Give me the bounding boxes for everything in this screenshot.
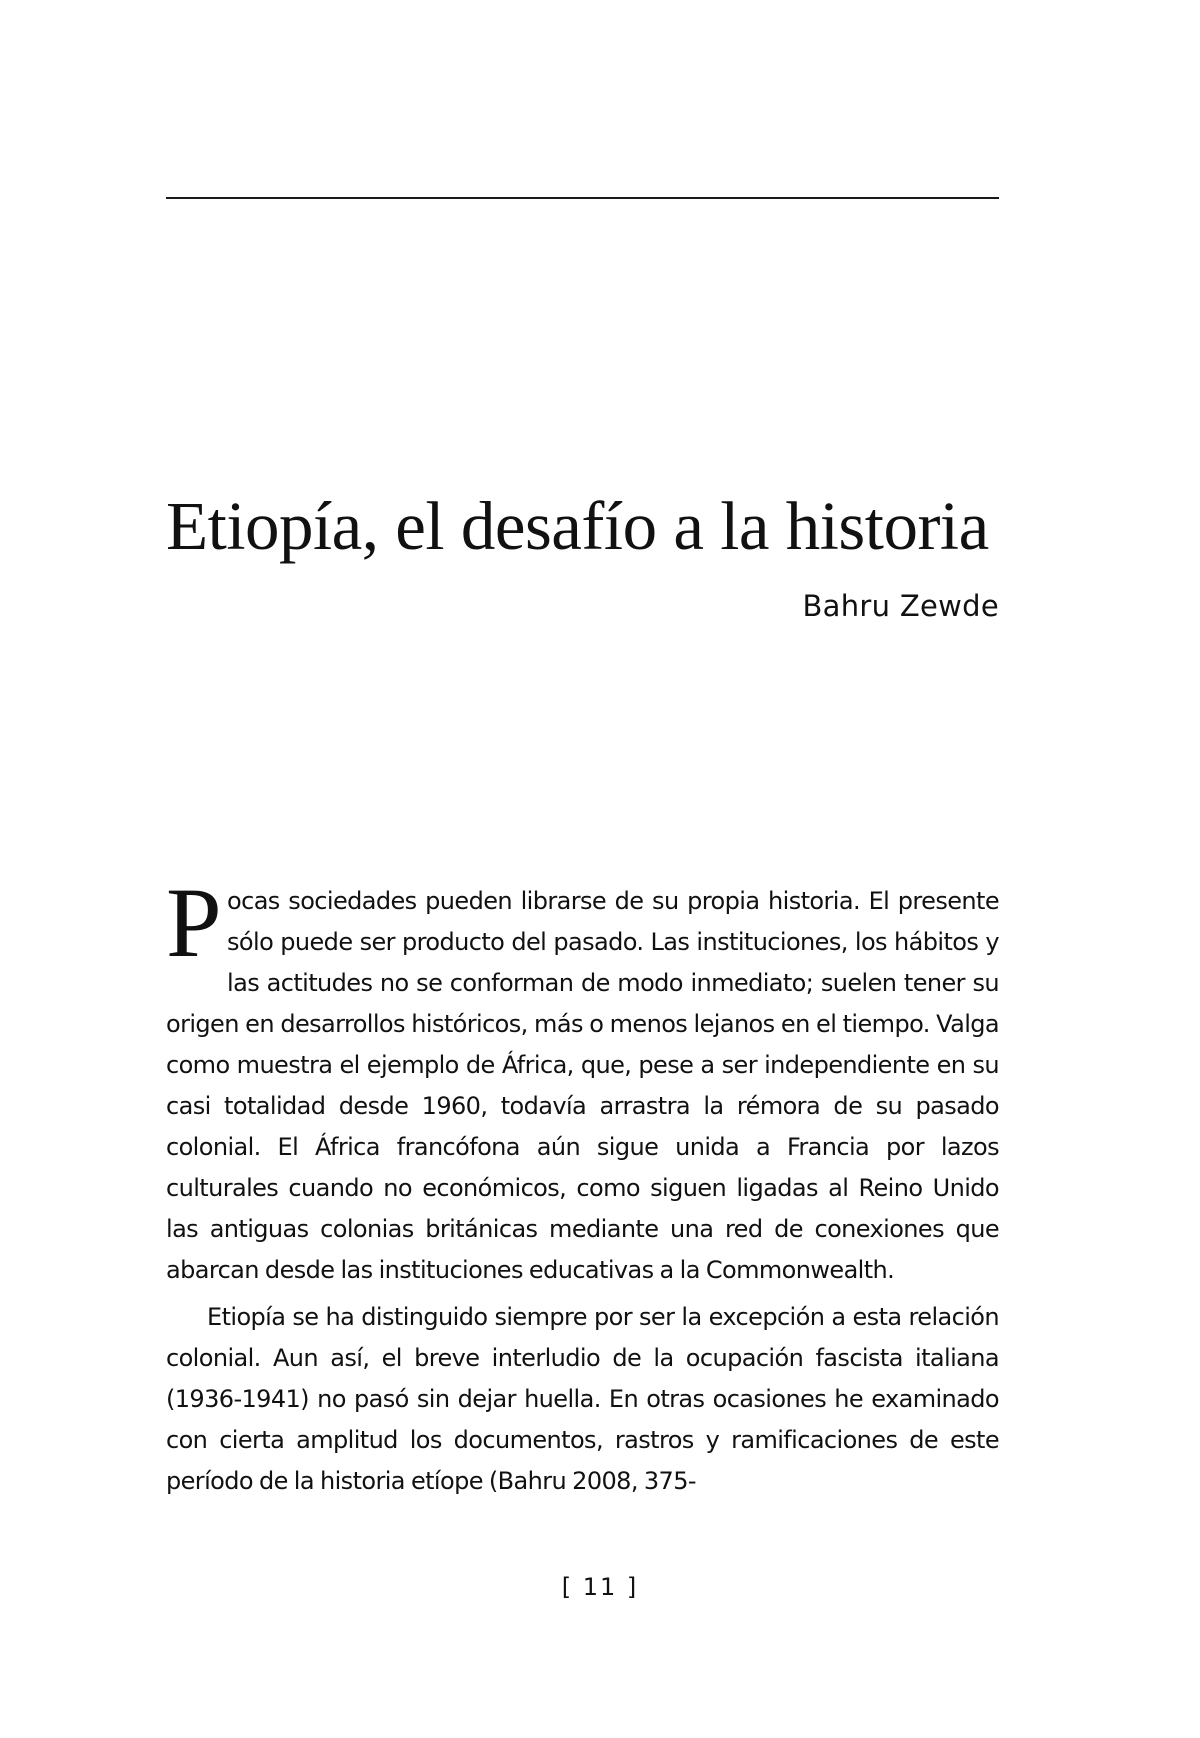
body-text: [166, 867, 999, 1502]
top-rule: [166, 197, 999, 199]
paragraph-1-text: ocas sociedades pueden librarse de su propia historia. El presente sólo puede ser producto del pasado. Las instituciones, los hábitos y las actitudes no se conforman de modo inmediato; suelen tener su origen en desarrollos históricos, más o menos lejanos en el tiempo. Valga como muestra el ejemplo de África, que, pese a ser independiente en su casi totalidad desde 1960, todavía arrastra la rémora de su pasado colonial. El África francófona aún sigue unida a Francia por lazos culturales cuando no económicos, como siguen ligadas al Reino Unido las antiguas colonias británicas mediante una red de conexiones que abarcan desde las instituciones educativas a la Commonwealth.: [166, 887, 999, 1284]
paragraph-2: Etiopía se ha distinguido siempre por ser la excepción a esta relación colonial. Aun así, el breve interludio de la ocupación fascista italiana (1936-1941) no pasó sin dejar huella. En otras ocasiones he examinado con cierta amplitud los documentos, rastros y ramificaciones de este período de la historia etíope (Bahru 2008, 375-: [166, 1303, 999, 1495]
drop-cap: P: [166, 867, 222, 978]
chapter-author: Bahru Zewde: [802, 589, 999, 623]
chapter-title: Etiopía, el desafío a la historia: [166, 488, 989, 564]
paragraph-1: [166, 867, 999, 1291]
page-number: [ 11 ]: [561, 1573, 639, 1601]
